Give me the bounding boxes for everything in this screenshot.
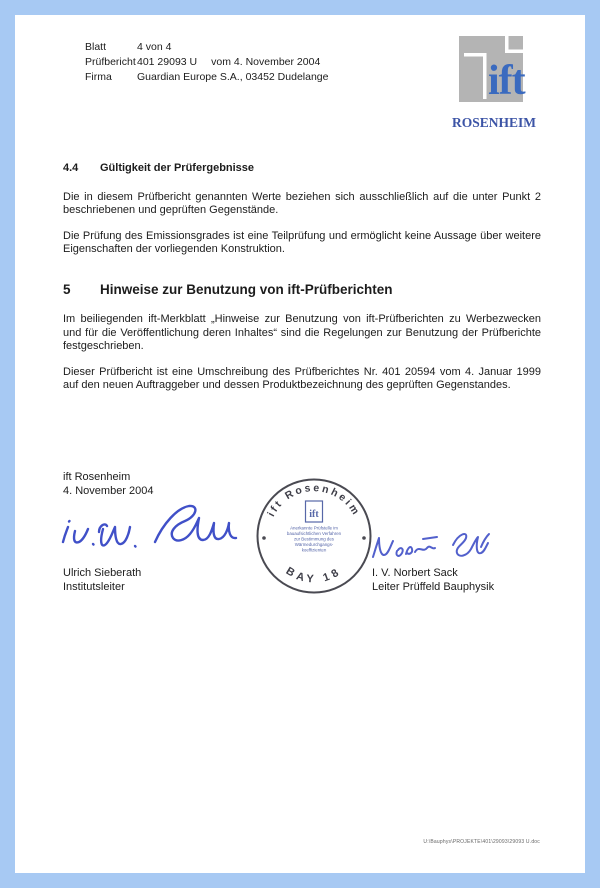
ift-round-stamp [253, 475, 375, 597]
stamp-mini-logo-text: ift [309, 509, 319, 520]
svg-text:koeffizienten: koeffizienten [301, 547, 327, 553]
section-4-4-heading [63, 162, 541, 176]
header-value: 401 29093 U [137, 56, 198, 68]
svg-text:bauaufsichtlichen Verfahren: bauaufsichtlichen Verfahren [286, 531, 342, 536]
section-4-4-paragraph-2: Die Prüfung des Emissionsgrades ist eine Teilprüfung und ermöglicht keine Aussage über weitere Eigenschaften der vorliegenden Konstruktion. [63, 229, 541, 255]
report-page [15, 15, 585, 873]
header-value: 4 von 4 [137, 41, 172, 53]
stamp-inner-text [287, 526, 342, 553]
right-signer-name: I. V. Norbert Sack [372, 567, 458, 579]
header-row-blatt [85, 40, 328, 55]
section-5-paragraph-1: Im beiliegenden ift-Merkblatt „Hinweise zur Benutzung von ift-Prüfberichten zu Werbezwecken und für die Veröffentlichung deren Inhaltes“ sind die Regelungen zur Benutzung der Prüfberichte festgeschrieben. [63, 313, 541, 352]
section-number: 4.4 [63, 162, 79, 174]
section-5-heading [63, 283, 541, 297]
right-signer-block [372, 566, 494, 594]
logo-rosenheim-text: ROSENHEIM [452, 116, 536, 131]
svg-text:Anerkannte Prüfstelle im: Anerkannte Prüfstelle im [290, 525, 338, 531]
signoff-date: 4. November 2004 [63, 485, 154, 497]
header-value: Guardian Europe S.A., 03452 Dudelange [137, 71, 329, 83]
right-signer-role: Leiter Prüffeld Bauphysik [372, 581, 495, 593]
left-signer-name: Ulrich Sieberath [63, 567, 142, 579]
header-label: Blatt [85, 41, 107, 53]
document-header [85, 40, 328, 85]
logo-ift-text: ift [488, 58, 525, 104]
svg-text:Wärmedurchgangs-: Wärmedurchgangs- [294, 542, 334, 547]
document-file-path: U:\Bauphys\PROJEKTE\401\29093\29093 U.doc [423, 839, 540, 845]
svg-text:BAY 18 [284, 565, 345, 586]
document-body [63, 162, 541, 405]
section-number: 5 [63, 281, 71, 297]
header-row-pruefbericht [85, 55, 328, 70]
header-label: Prüfbericht [85, 56, 136, 68]
left-signer-block [63, 566, 141, 594]
section-title: Hinweise zur Benutzung von ift-Prüfberichten [100, 281, 393, 297]
signature-sieberath [55, 496, 250, 568]
section-5-paragraph-2: Dieser Prüfbericht ist eine Umschreibung des Prüfberichtes Nr. 401 20594 vom 4. Januar 1999 auf den neuen Auftraggeber und dessen Produktbezeichnung des geprüften Gegenstandes. [63, 365, 541, 391]
svg-text:zur Bestimmung des: zur Bestimmung des [293, 536, 335, 542]
header-label: Firma [85, 71, 112, 83]
section-title: Gültigkeit der Prüfergebnisse [100, 162, 255, 174]
header-value-date: vom 4. November 2004 [211, 56, 321, 68]
stamp-bottom-text: BAY 18 [283, 565, 345, 586]
section-4-4-paragraph-1: Die in diesem Prüfbericht genannten Werte beziehen sich ausschließlich auf die unter Punkt 2 beschriebenen und geprüften Gegenstände. [63, 190, 541, 216]
left-signer-role: Institutsleiter [63, 581, 125, 593]
stamp-top-text: ift Rosenheim [265, 482, 363, 519]
header-row-firma [85, 70, 328, 85]
signoff-block [63, 470, 154, 498]
ift-logo-icon [451, 28, 537, 140]
signoff-org: ift Rosenheim [63, 471, 131, 483]
stamp-dot-left [262, 536, 266, 540]
ift-rosenheim-logo [451, 28, 537, 140]
